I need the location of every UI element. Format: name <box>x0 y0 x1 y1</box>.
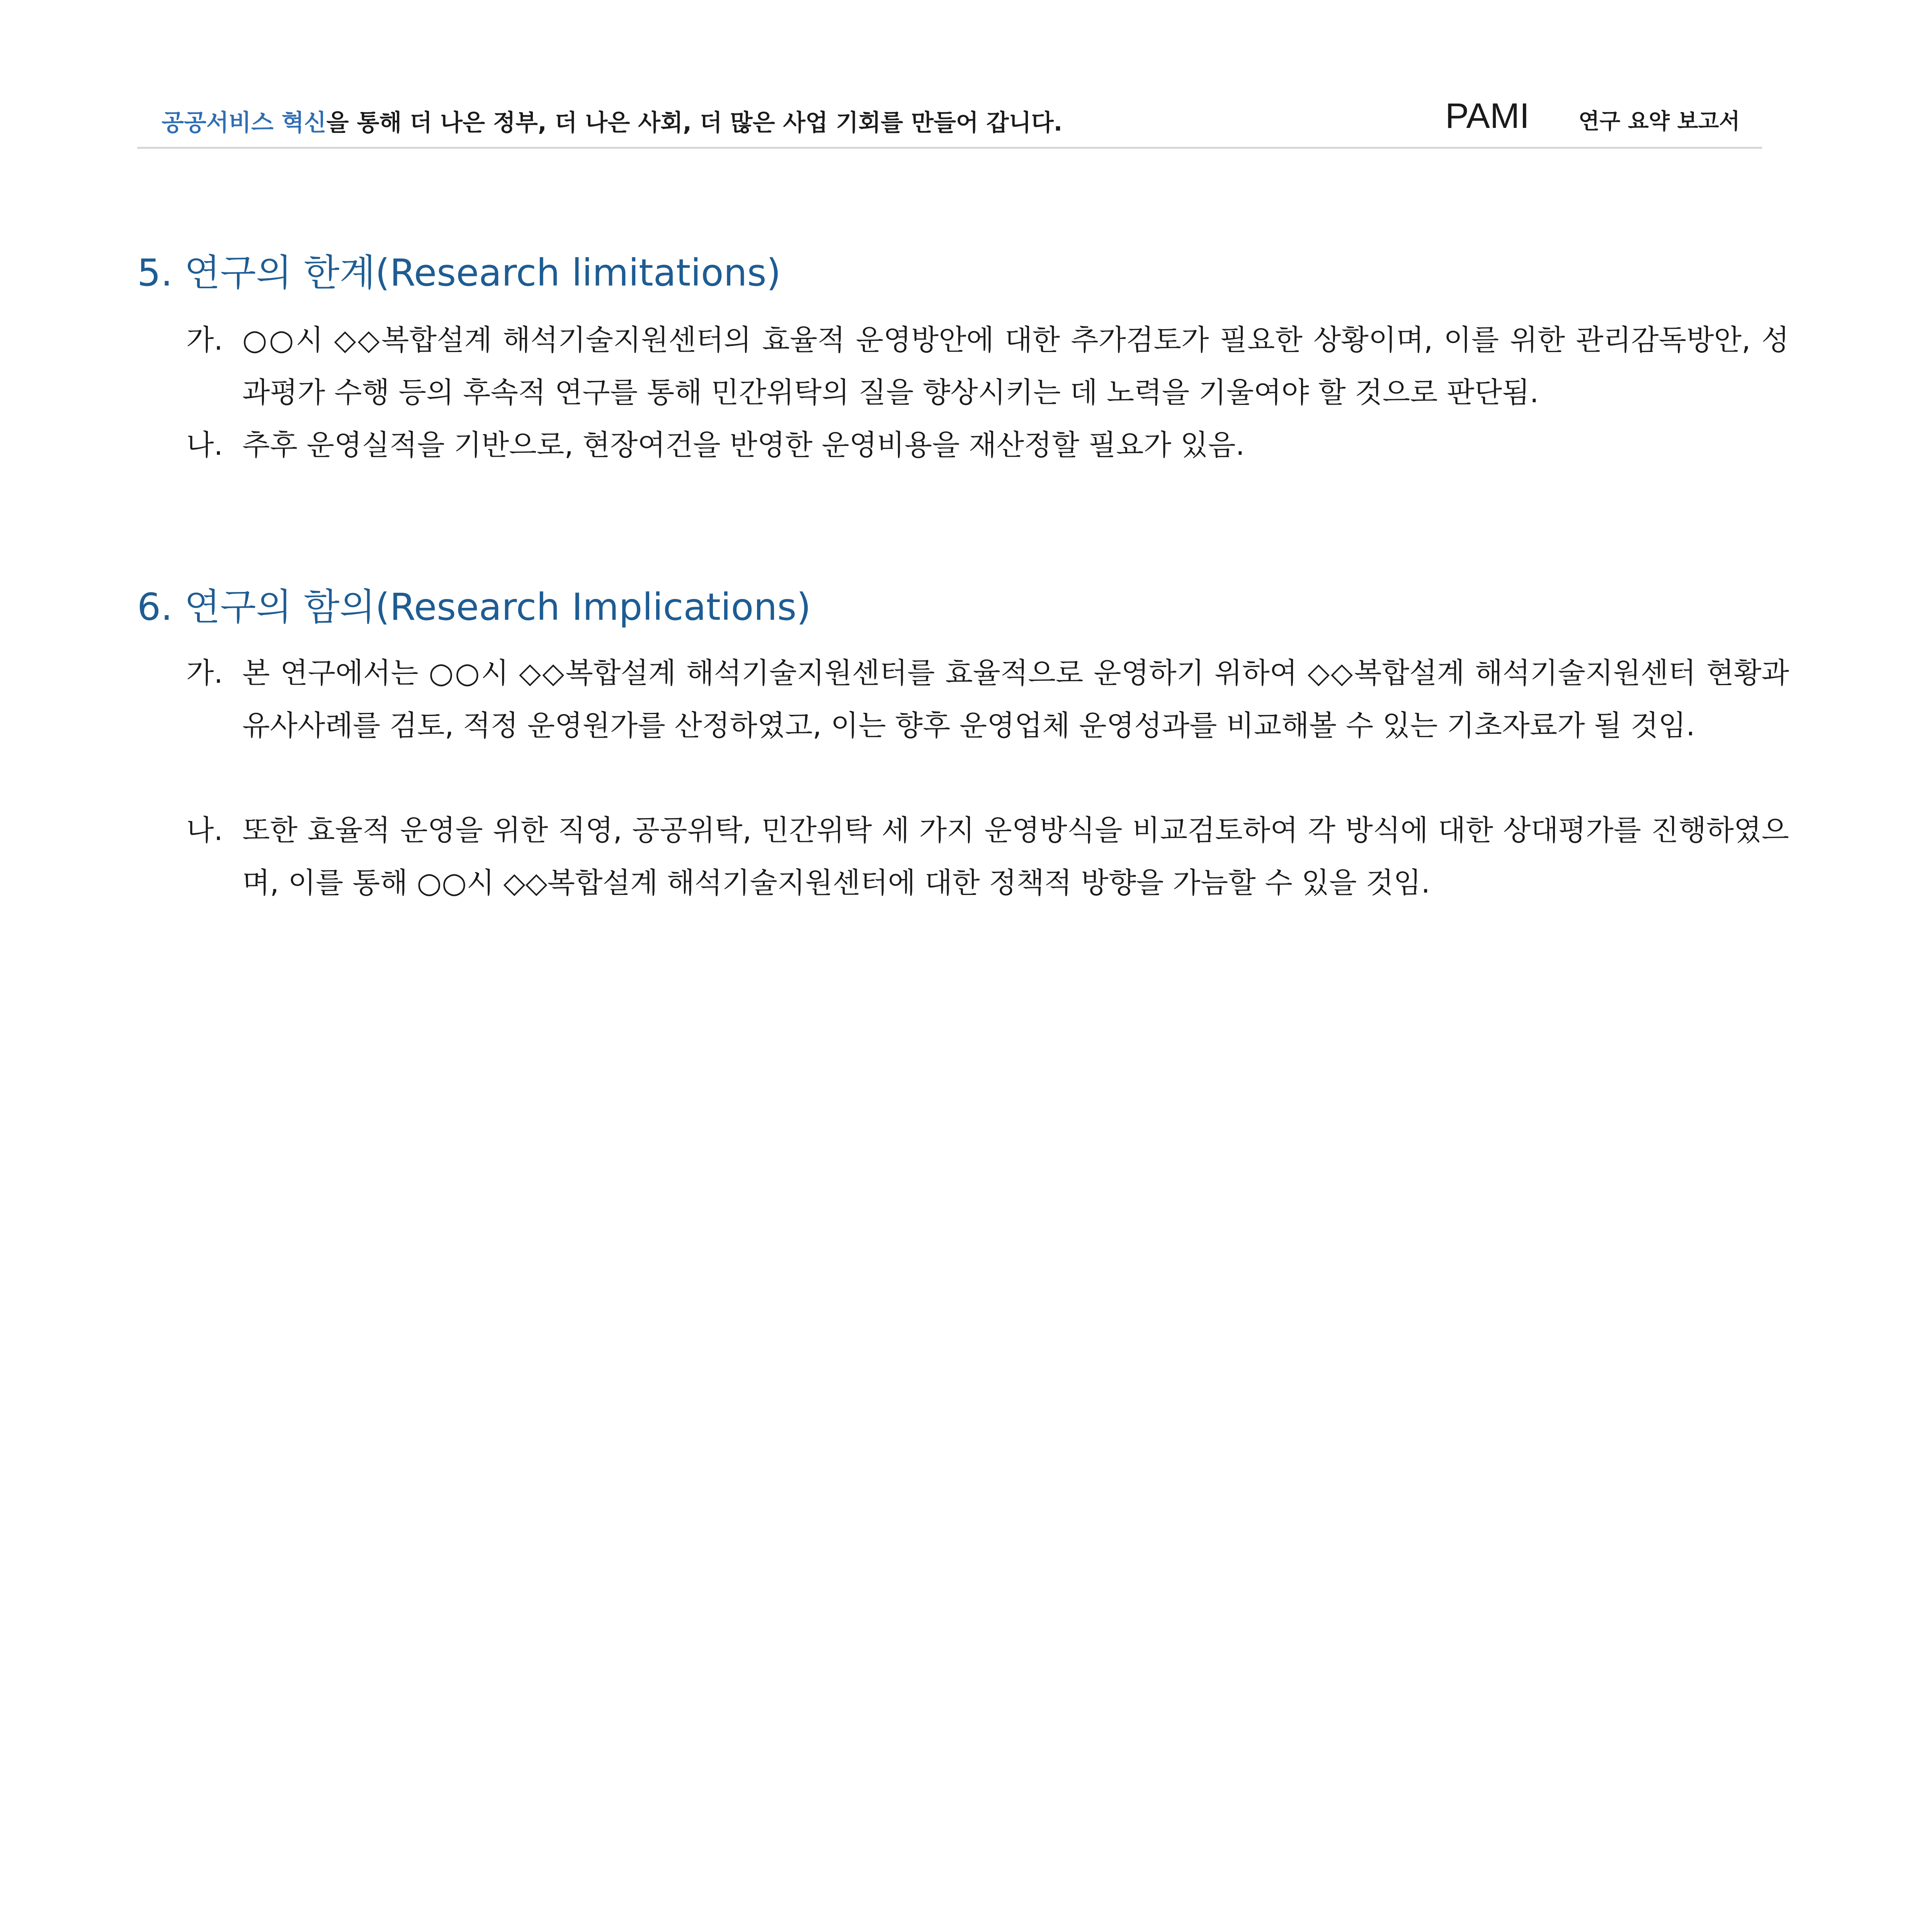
header-divider <box>137 147 1762 149</box>
section-title-implications: 6. 연구의 함의(Research Implications) <box>137 585 811 629</box>
tagline-highlight: 공공서비스 혁신 <box>162 109 327 136</box>
list-text: 추후 운영실적을 기반으로, 현장여건을 반영한 운영비용을 재산정할 필요가 있음. <box>242 429 1245 462</box>
list-text: ○○시 ◇◇복합설계 해석기술지원센터의 효율적 운영방안에 대한 추가검토가 필요한 상황이며, 이를 위한 관리감독방안, 성과평가 수행 등의 후속적 연구를 통해 민간위탁의 질을 향상시키는 데 노력을 기울여야 할 것으로 판단됨. <box>242 323 1789 409</box>
header-brand: PAMI <box>1445 96 1530 136</box>
list-text: 본 연구에서는 ○○시 ◇◇복합설계 해석기술지원센터를 효율적으로 운영하기 위하여 ◇◇복합설계 해석기술지원센터 현황과 유사사례를 검토, 적정 운영원가를 산정하였고, 이는 향후 운영업체 운영성과를 비교해볼 수 있는 기초자료가 될 것임. <box>242 656 1789 742</box>
list-item <box>186 419 1789 471</box>
list-item <box>186 647 1789 752</box>
header-report-type: 연구 요약 보고서 <box>1579 109 1740 134</box>
list-marker: 나. <box>186 429 223 462</box>
list-marker: 가. <box>186 323 223 357</box>
list-item <box>186 314 1789 419</box>
section-title-limitations: 5. 연구의 한계(Research limitations) <box>137 251 781 294</box>
header-tagline <box>162 104 1062 138</box>
list-marker: 나. <box>186 814 223 847</box>
list-marker: 가. <box>186 656 223 690</box>
list-item <box>186 804 1789 909</box>
list-text: 또한 효율적 운영을 위한 직영, 공공위탁, 민간위탁 세 가지 운영방식을 비교검토하여 각 방식에 대한 상대평가를 진행하였으며, 이를 통해 ○○시 ◇◇복합설계 해석기술지원센터에 대한 정책적 방향을 가늠할 수 있을 것임. <box>242 814 1789 900</box>
tagline-rest: 을 통해 더 나은 정부, 더 나은 사회, 더 많은 사업 기회를 만들어 갑니다. <box>326 109 1063 136</box>
